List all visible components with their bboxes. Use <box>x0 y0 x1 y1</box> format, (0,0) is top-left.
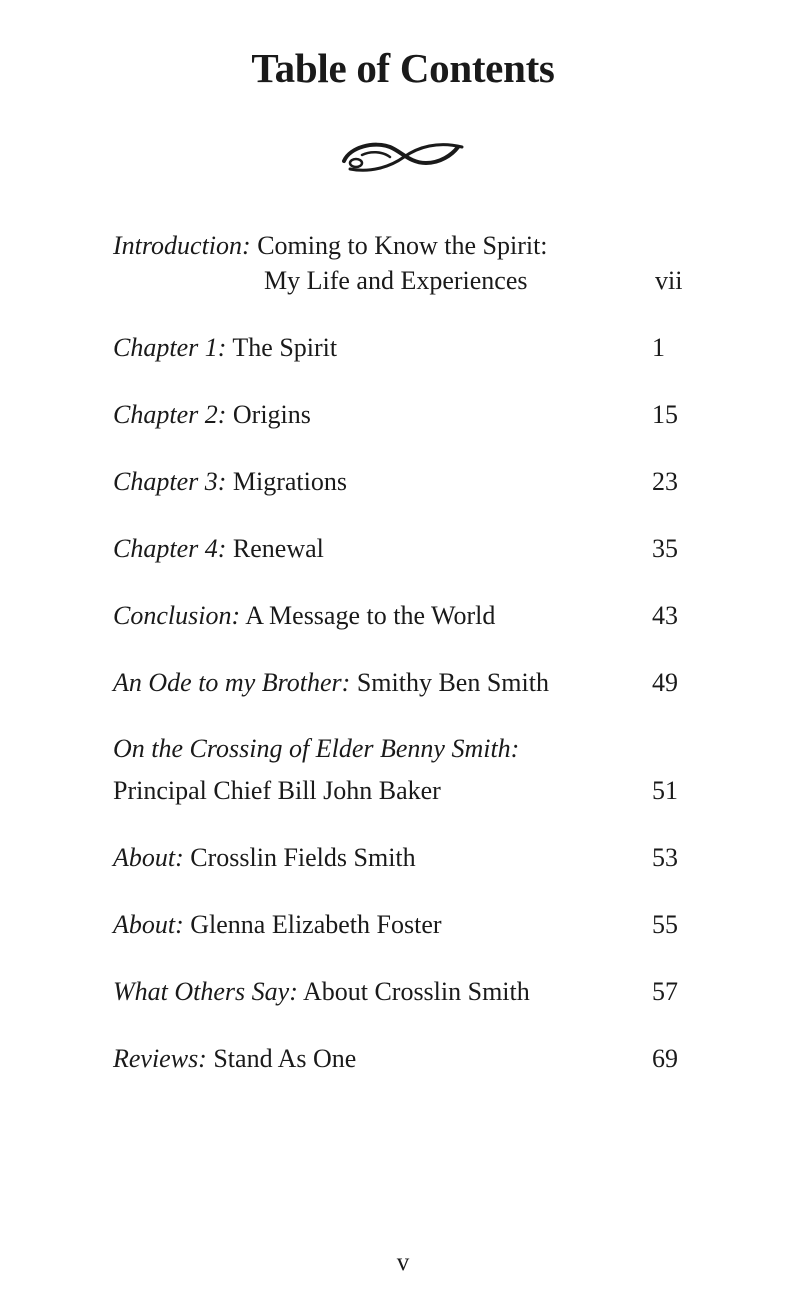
entry-label: What Others Say: <box>113 977 298 1006</box>
toc-entry[interactable] <box>113 1044 693 1074</box>
entry-label: Chapter 4: <box>113 534 227 563</box>
entry-label: On the Crossing of Elder Benny Smith: <box>113 734 520 763</box>
entry-page-number: 57 <box>652 977 678 1006</box>
entry-page-number: 55 <box>652 910 678 939</box>
entry-label: An Ode to my Brother: <box>113 668 351 697</box>
toc-entry-continued[interactable] <box>113 776 693 806</box>
page-title: Table of Contents <box>251 45 555 91</box>
toc-entry[interactable] <box>113 734 693 764</box>
entry-label: Introduction: <box>113 231 251 260</box>
entry-label: About: <box>113 843 184 872</box>
entry-title: Stand As One <box>213 1044 357 1073</box>
entry-title: Origins <box>232 400 311 429</box>
entry-page-number: 1 <box>652 333 665 362</box>
toc-entry-introduction[interactable] <box>113 231 693 261</box>
entry-title: A Message to the World <box>245 601 496 630</box>
page-number-footer: v <box>396 1249 410 1276</box>
entry-title: The Spirit <box>232 333 338 362</box>
entry-page-number: 69 <box>652 1044 678 1073</box>
entry-label: Chapter 1: <box>113 333 227 362</box>
entry-title: Coming to Know the Spirit: <box>257 231 548 260</box>
entry-title: Migrations <box>232 467 347 496</box>
toc-entry[interactable] <box>113 467 693 497</box>
entry-title: Crosslin Fields Smith <box>190 843 416 872</box>
toc-entry[interactable] <box>113 977 693 1007</box>
toc-entry[interactable] <box>113 534 693 564</box>
entry-title: Glenna Elizabeth Foster <box>190 910 442 939</box>
entry-page-number: 23 <box>652 467 678 496</box>
entry-label: Reviews: <box>113 1044 207 1073</box>
entry-label: Conclusion: <box>113 601 241 630</box>
entry-page-number: vii <box>655 266 683 295</box>
toc-entry[interactable] <box>113 400 693 430</box>
entry-title-continued: My Life and Experiences <box>264 266 528 295</box>
entry-label: About: <box>113 910 184 939</box>
entry-page-number: 43 <box>652 601 678 630</box>
toc-entry[interactable] <box>113 843 693 873</box>
toc-entry[interactable] <box>113 910 693 940</box>
entry-label: Chapter 3: <box>113 467 227 496</box>
entry-page-number: 51 <box>652 776 678 805</box>
toc-entry[interactable] <box>113 668 693 698</box>
entry-page-number: 53 <box>652 843 678 872</box>
toc-entry[interactable] <box>113 601 693 631</box>
entry-title: Renewal <box>232 534 324 563</box>
flourish-ornament-icon <box>340 133 466 179</box>
entry-title: About Crosslin Smith <box>302 977 530 1006</box>
entry-title: Principal Chief Bill John Baker <box>113 776 441 805</box>
entry-label: Chapter 2: <box>113 400 227 429</box>
entry-page-number: 35 <box>652 534 678 563</box>
toc-entry[interactable] <box>113 333 693 363</box>
entry-page-number: 49 <box>652 668 678 697</box>
entry-title: Smithy Ben Smith <box>356 668 549 697</box>
entry-page-number: 15 <box>652 400 678 429</box>
